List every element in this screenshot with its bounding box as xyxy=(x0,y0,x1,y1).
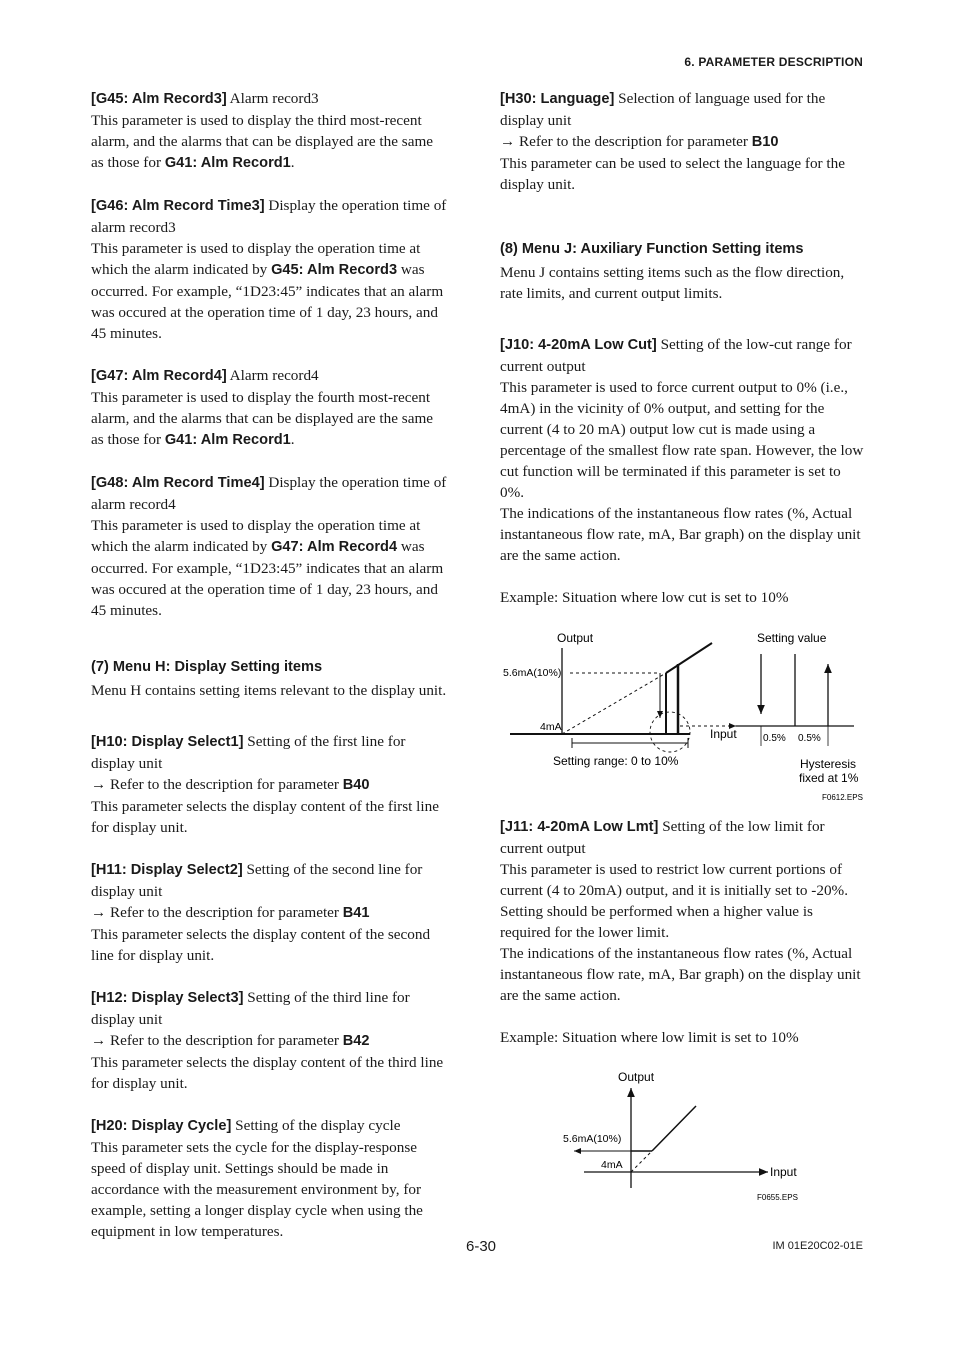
fig1-hysteresis-value: fixed at 1% xyxy=(799,771,859,785)
param-ref: B40 xyxy=(342,777,370,793)
param-body-end: . xyxy=(290,431,295,448)
menu-h-body: Menu H contains setting items relevant to the display unit. xyxy=(91,682,447,699)
param-body: This parameter can be used to select the language for the display unit. xyxy=(500,155,845,193)
param-body: This parameter is used to display the third most-recent alarm, and the alarms that can be displayed are the same as those for xyxy=(91,112,433,171)
refer-arrow: → Refer to the description for parameter xyxy=(91,1032,343,1049)
menu-h-section xyxy=(91,657,449,701)
param-g45 xyxy=(91,88,449,174)
param-j11 xyxy=(500,816,864,1048)
param-body-2: The indications of the instantaneous flow rates (%, Actual instantaneous flow rate, mA, Bar graph) on the display unit are the same action. xyxy=(500,945,861,1004)
param-title: Setting of the third line for display unit xyxy=(91,989,410,1028)
section-header: 6. PARAMETER DESCRIPTION xyxy=(684,55,863,69)
param-title: Display the operation time of alarm record3 xyxy=(91,197,447,236)
param-ref: G41: Alm Record1 xyxy=(164,155,291,171)
param-code: [G47: Alm Record4] xyxy=(91,368,227,384)
fig1-output-line xyxy=(666,643,712,673)
param-j10 xyxy=(500,334,864,608)
param-ref: G41: Alm Record1 xyxy=(164,432,291,448)
fig2-value-4: 4mA xyxy=(601,1159,623,1171)
param-g48 xyxy=(91,472,449,621)
param-h30 xyxy=(500,88,864,195)
left-column xyxy=(91,88,449,1263)
param-title: Alarm record4 xyxy=(229,367,319,384)
fig2-ref: F0655.EPS xyxy=(757,1193,798,1202)
param-body-end: . xyxy=(290,154,295,171)
param-code: [H30: Language] xyxy=(500,91,615,107)
fig1-hysteresis-label: Hysteresis xyxy=(800,757,857,771)
param-body: This parameter is used to display the operation time at which the alarm indicated by xyxy=(91,517,421,555)
param-code: [H11: Display Select2] xyxy=(91,862,243,878)
param-g47 xyxy=(91,365,449,451)
refer-arrow: → Refer to the description for parameter xyxy=(91,776,343,793)
param-title: Display the operation time of alarm record4 xyxy=(91,474,447,513)
fig2-value-56: 5.6mA(10%) xyxy=(563,1133,622,1145)
right-column xyxy=(500,88,864,1206)
param-title: Selection of language used for the display unit xyxy=(500,90,826,129)
param-title: Setting of the display cycle xyxy=(235,1117,401,1134)
param-title: Alarm record3 xyxy=(229,90,319,107)
param-ref: G45: Alm Record3 xyxy=(271,262,398,278)
param-ref: B42 xyxy=(342,1033,370,1049)
param-body-2: The indications of the instantaneous flow rates (%, Actual instantaneous flow rate, mA, Bar graph) on the display unit are the same action. xyxy=(500,505,861,564)
param-body: This parameter selects the display content of the third line for display unit. xyxy=(91,1054,444,1092)
param-title: Setting of the second line for display unit xyxy=(91,861,423,900)
page-number: 6-30 xyxy=(466,1238,497,1255)
document-id: IM 01E20C02-01E xyxy=(772,1240,863,1252)
low-cut-figure xyxy=(500,614,864,802)
refer-arrow: → Refer to the description for parameter xyxy=(91,904,343,921)
param-body: This parameter selects the display content of the second line for display unit. xyxy=(91,926,431,964)
param-h12 xyxy=(91,987,449,1094)
example-caption: Example: Situation where low cut is set to 10% xyxy=(500,589,789,606)
param-ref: G47: Alm Record4 xyxy=(271,539,398,555)
fig2-dash-diagonal xyxy=(631,1151,652,1172)
low-limit-figure xyxy=(500,1056,864,1206)
param-body: This parameter sets the cycle for the display-response speed of display unit. Settings should be made in accordance with the measurement environment by, for example, setting a longer display cycle when using the equipment in low temperatures. xyxy=(91,1139,423,1240)
param-title: Setting of the first line for display unit xyxy=(91,733,406,772)
param-code: [H12: Display Select3] xyxy=(91,990,244,1006)
param-code: [H10: Display Select1] xyxy=(91,734,244,750)
param-code: [H20: Display Cycle] xyxy=(91,1118,232,1134)
param-body-end: was occurred. For example, “1D23:45” indicates that an alarm was occured at the operation time of 1 day, 23 hours, and 45 minutes. xyxy=(91,538,444,619)
param-code: [J11: 4-20mA Low Lmt] xyxy=(500,819,659,835)
param-code: [G48: Alm Record Time4] xyxy=(91,475,265,491)
param-body: This parameter selects the display content of the first line for display unit. xyxy=(91,798,439,836)
fig1-range-label: Setting range: 0 to 10% xyxy=(553,754,679,768)
fig1-input-label: Input xyxy=(710,727,737,741)
param-body: This parameter is used to force current output to 0% (i.e., 4mA) in the vicinity of 0% output, and setting for the current (4 to 20 mA) output low cut is made using a percentage of the smallest flow rate span. However, the low cut function will be terminated if this parameter is set to 0%. xyxy=(500,379,864,501)
param-g46 xyxy=(91,195,449,344)
fig1-value-56: 5.6mA(10%) xyxy=(503,667,562,679)
menu-h-heading: (7) Menu H: Display Setting items xyxy=(91,659,323,675)
param-ref: B10 xyxy=(751,134,779,150)
menu-j-section xyxy=(500,239,864,304)
fig1-hysteresis-circle xyxy=(650,712,690,752)
param-code: [J10: 4-20mA Low Cut] xyxy=(500,337,657,353)
fig2-output-label: Output xyxy=(618,1070,655,1084)
param-body: This parameter is used to display the operation time at which the alarm indicated by xyxy=(91,240,421,278)
param-title: Setting of the low-cut range for current output xyxy=(500,336,852,375)
param-body: This parameter is used to display the fourth most-recent alarm, and the alarms that can be displayed are the same as those for xyxy=(91,389,433,448)
param-h10 xyxy=(91,731,449,838)
param-body: This parameter is used to restrict low current portions of current (4 to 20mA) output, and it is initially set to -20%. Setting should be performed when a higher value is required for the lower limit. xyxy=(500,861,848,941)
refer-arrow: → Refer to the description for parameter xyxy=(500,133,752,150)
fig1-value-4: 4mA xyxy=(540,721,562,733)
param-body-end: was occurred. For example, “1D23:45” indicates that an alarm was occured at the operation time of 1 day, 23 hours, and 45 minutes. xyxy=(91,261,444,342)
menu-j-heading: (8) Menu J: Auxiliary Function Setting items xyxy=(500,241,804,257)
param-h11 xyxy=(91,859,449,966)
param-h20 xyxy=(91,1115,449,1242)
param-code: [G46: Alm Record Time3] xyxy=(91,198,265,214)
fig1-dash-diagonal xyxy=(562,673,666,734)
menu-j-body: Menu J contains setting items such as the flow direction, rate limits, and current output limits. xyxy=(500,264,845,302)
fig2-input-label: Input xyxy=(770,1165,797,1179)
param-code: [G45: Alm Record3] xyxy=(91,91,227,107)
param-title: Setting of the low limit for current output xyxy=(500,818,825,857)
fig1-ref: F0612.EPS xyxy=(822,793,863,802)
example-caption: Example: Situation where low limit is set to 10% xyxy=(500,1029,799,1046)
fig1-pct-2: 0.5% xyxy=(798,733,821,744)
fig1-output-label: Output xyxy=(557,631,594,645)
fig1-setting-value-label: Setting value xyxy=(757,631,827,645)
fig2-output-line xyxy=(652,1106,696,1151)
fig1-pct-1: 0.5% xyxy=(763,733,786,744)
param-ref: B41 xyxy=(342,905,370,921)
